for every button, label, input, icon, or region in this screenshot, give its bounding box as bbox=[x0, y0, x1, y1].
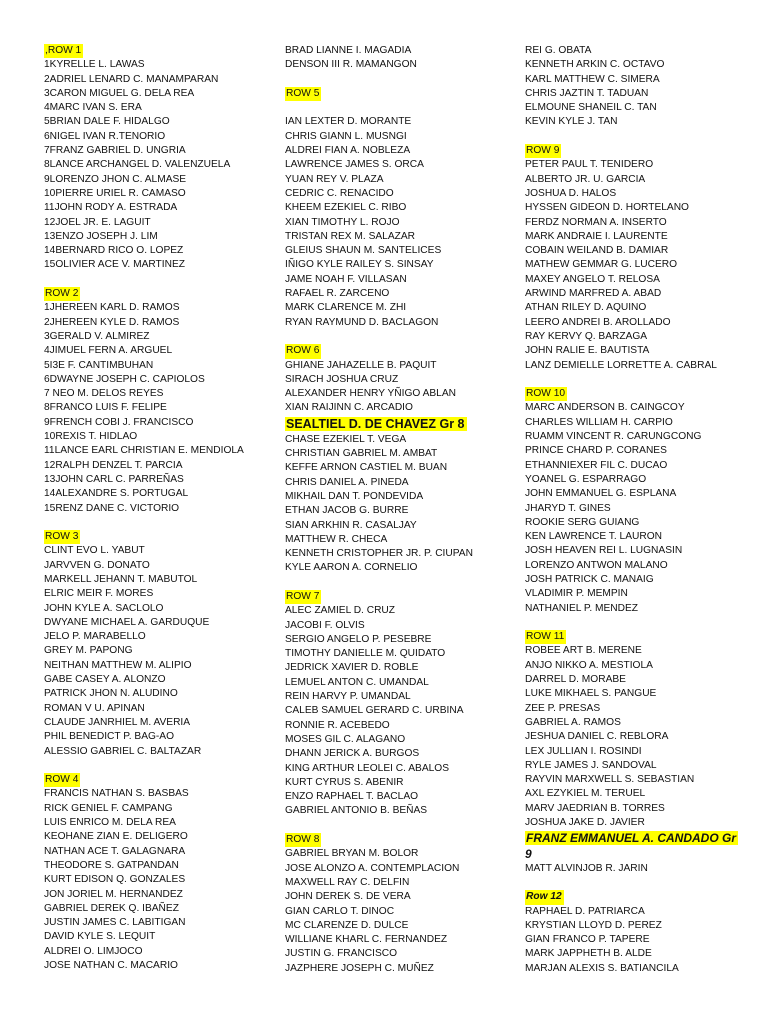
student-name: 12RALPH DENZEL T. PARCIA bbox=[44, 459, 183, 471]
student-name: CHRIS GIANN L. MUSNGI bbox=[285, 130, 407, 142]
column-3 bbox=[525, 44, 757, 976]
student-name: JUSTIN G. FRANCISCO bbox=[285, 948, 398, 960]
student-name: MATTHEW R. CHECA bbox=[285, 533, 388, 545]
student-name: LORENZO ANTWON MALANO bbox=[525, 559, 668, 571]
row-header: ROW 4 bbox=[44, 773, 80, 787]
student-name: JOHN RALIE E. BAUTISTA bbox=[525, 345, 650, 357]
student-name: GLEIUS SHAUN M. SANTELICES bbox=[285, 245, 442, 257]
student-name: 13ENZO JOSEPH J. LIM bbox=[44, 230, 158, 242]
student-name: CLAUDE JANRHIEL M. AVERIA bbox=[44, 716, 191, 728]
student-name: ELMOUNE SHANEIL C. TAN bbox=[525, 102, 657, 114]
row-spacer bbox=[525, 876, 757, 890]
student-name: MARK CLARENCE M. ZHI bbox=[285, 302, 407, 314]
student-name: 1JHEREEN KARL D. RAMOS bbox=[44, 302, 180, 314]
student-name: COBAIN WEILAND B. DAMIAR bbox=[525, 245, 669, 257]
student-name: RAY KERVY Q. BARZAGA bbox=[525, 330, 648, 342]
student-name: 4JIMUEL FERN A. ARGUEL bbox=[44, 345, 173, 357]
student-name: RAFAEL R. ZARCENO bbox=[285, 288, 390, 300]
student-name: JOSHUA D. HALOS bbox=[525, 187, 617, 199]
student-name: ALEC ZAMIEL D. CRUZ bbox=[285, 605, 396, 617]
student-name: HYSSEN GIDEON D. HORTELANO bbox=[525, 202, 689, 214]
row-header-line bbox=[44, 44, 276, 58]
column-2 bbox=[285, 44, 517, 976]
student-name: XIAN RAIJINN C. ARCADIO bbox=[285, 402, 413, 414]
row-spacer bbox=[44, 759, 276, 773]
student-name: KARL MATTHEW C. SIMERA bbox=[525, 73, 660, 85]
student-name: KENNETH ARKIN C. OCTAVO bbox=[525, 59, 665, 71]
student-name: PATRICK JHON N. ALUDINO bbox=[44, 688, 178, 700]
student-name: SERGIO ANGELO P. PESEBRE bbox=[285, 633, 432, 645]
student-name: LAWRENCE JAMES S. ORCA bbox=[285, 159, 424, 171]
student-name: YUAN REY V. PLAZA bbox=[285, 173, 384, 185]
student-name: 6DWAYNE JOSEPH C. CAPIOLOS bbox=[44, 373, 205, 385]
student-name: NATHAN ACE T. GALAGNARA bbox=[44, 845, 186, 857]
student-name: MAXWELL RAY C. DELFIN bbox=[285, 876, 410, 888]
student-name: LANZ DEMIELLE LORRETTE A. CABRAL bbox=[525, 359, 717, 371]
student-name: JARVVEN G. DONATO bbox=[44, 559, 150, 571]
student-name: KRYSTIAN LLOYD D. PEREZ bbox=[525, 919, 662, 931]
student-name: CHASE EZEKIEL T. VEGA bbox=[285, 433, 407, 445]
row-spacer bbox=[525, 616, 757, 630]
student-name: 4MARC IVAN S. ERA bbox=[44, 102, 142, 114]
student-name: MARK ANDRAIE I. LAURENTE bbox=[525, 230, 668, 242]
student-name: 11LANCE EARL CHRISTIAN E. MENDIOLA bbox=[44, 445, 244, 457]
student-name: KEFFE ARNON CASTIEL M. BUAN bbox=[285, 462, 448, 474]
student-name: 1KYRELLE L. LAWAS bbox=[44, 59, 145, 71]
student-name: CHARLES WILLIAM H. CARPIO bbox=[525, 416, 673, 428]
student-name: 2JHEREEN KYLE D. RAMOS bbox=[44, 316, 180, 328]
student-name: JHARYD T. GINES bbox=[525, 502, 611, 514]
student-name: KEOHANE ZIAN E. DELIGERO bbox=[44, 831, 188, 843]
student-name: 8LANCE ARCHANGEL D. VALENZUELA bbox=[44, 159, 231, 171]
student-name: 2ADRIEL LENARD C. MANAMPARAN bbox=[44, 73, 219, 85]
student-name: ENZO RAPHAEL T. BACLAO bbox=[285, 791, 419, 803]
student-name: THEODORE S. GATPANDAN bbox=[44, 859, 179, 871]
student-name: 3CARON MIGUEL G. DELA REA bbox=[44, 87, 195, 99]
student-name: TIMOTHY DANIELLE M. QUIDATO bbox=[285, 648, 446, 660]
student-name: ALEXANDER HENRY YÑIGO ABLAN bbox=[285, 388, 456, 400]
highlighted-student-line bbox=[525, 830, 757, 847]
student-name: MC CLARENZE D. DULCE bbox=[285, 919, 409, 931]
student-name: DENSON III R. MAMANGON bbox=[285, 59, 417, 71]
student-name: ARWIND MARFRED A. ABAD bbox=[525, 288, 662, 300]
row-header: ROW 5 bbox=[285, 87, 321, 101]
student-name: WILLIANE KHARL C. FERNANDEZ bbox=[285, 934, 448, 946]
student-name: TRISTAN REX M. SALAZAR bbox=[285, 230, 416, 242]
student-name: IAN LEXTER D. MORANTE bbox=[285, 116, 412, 128]
student-name: 14ALEXANDRE S. PORTUGAL bbox=[44, 488, 189, 500]
student-name: 10REXIS T. HIDLAO bbox=[44, 431, 138, 443]
row-spacer bbox=[285, 819, 517, 833]
student-name: SIRACH JOSHUA CRUZ bbox=[285, 373, 399, 385]
student-name: RYAN RAYMUND D. BACLAGON bbox=[285, 316, 439, 328]
column-1 bbox=[44, 44, 276, 973]
row-header-line bbox=[525, 387, 757, 401]
row-header: ROW 11 bbox=[525, 630, 566, 644]
row-spacer bbox=[525, 373, 757, 387]
row-header-line bbox=[285, 344, 517, 358]
student-name: ELRIC MEIR F. MORES bbox=[44, 588, 154, 600]
student-name: XIAN TIMOTHY L. ROJO bbox=[285, 216, 400, 228]
student-name: LUIS ENRICO M. DELA REA bbox=[44, 817, 176, 829]
student-name: PETER PAUL T. TENIDERO bbox=[525, 159, 654, 171]
student-name: 11JOHN RODY A. ESTRADA bbox=[44, 202, 178, 214]
student-name: SIAN ARKHIN R. CASALJAY bbox=[285, 519, 417, 531]
student-name: PRINCE CHARD P. CORANES bbox=[525, 445, 667, 457]
student-name: JOSE NATHAN C. MACARIO bbox=[44, 960, 178, 971]
student-name: KHEEM EZEKIEL C. RIBO bbox=[285, 202, 407, 214]
student-name: KURT CYRUS S. ABENIR bbox=[285, 776, 404, 788]
student-name: 9LORENZO JHON C. ALMASE bbox=[44, 173, 187, 185]
student-name: 7FRANZ GABRIEL D. UNGRIA bbox=[44, 145, 186, 157]
student-name: ROBEE ART B. MERENE bbox=[525, 645, 642, 657]
student-name: JOSE ALONZO A. CONTEMPLACION bbox=[285, 862, 460, 874]
row-header: ROW 6 bbox=[285, 344, 321, 358]
row-header-line bbox=[44, 287, 276, 301]
student-name: GIAN FRANCO P. TAPERE bbox=[525, 934, 650, 946]
student-name: 5I3E F. CANTIMBUHAN bbox=[44, 359, 154, 371]
student-name: FERDZ NORMAN A. INSERTO bbox=[525, 216, 667, 228]
student-name: REI G. OBATA bbox=[525, 45, 592, 56]
student-name: JACOBI F. OLVIS bbox=[285, 619, 365, 631]
student-name: 5BRIAN DALE F. HIDALGO bbox=[44, 116, 170, 128]
student-name: LEX JULLIAN I. ROSINDI bbox=[525, 745, 642, 757]
student-name: CEDRIC C. RENACIDO bbox=[285, 187, 394, 199]
row-spacer bbox=[525, 130, 757, 144]
row-header-line bbox=[285, 833, 517, 847]
row-spacer bbox=[44, 516, 276, 530]
row-header: Row 12 bbox=[525, 890, 564, 904]
highlighted-student: SEALTIEL D. DE CHAVEZ Gr 8 bbox=[286, 416, 465, 431]
row-header: ROW 2 bbox=[44, 287, 80, 301]
row-spacer bbox=[285, 330, 517, 344]
student-name: 13JOHN CARL C. PARREÑAS bbox=[44, 473, 184, 485]
row-header-line bbox=[525, 630, 757, 644]
student-name: GABRIEL BRYAN M. BOLOR bbox=[285, 848, 419, 860]
student-name: MIKHAIL DAN T. PONDEVIDA bbox=[285, 490, 424, 502]
student-name: 15RENZ DANE C. VICTORIO bbox=[44, 502, 180, 514]
student-name: KING ARTHUR LEOLEI C. ABALOS bbox=[285, 762, 449, 774]
student-name: ALESSIO GABRIEL C. BALTAZAR bbox=[44, 745, 202, 757]
row-header-line bbox=[44, 530, 276, 544]
student-name: ETHANNIEXER FIL C. DUCAO bbox=[525, 459, 668, 471]
student-name: ATHAN RILEY D. AQUINO bbox=[525, 302, 647, 314]
student-name: RYLE JAMES J. SANDOVAL bbox=[525, 759, 657, 771]
student-name: GABE CASEY A. ALONZO bbox=[44, 674, 166, 686]
student-name: CHRISTIAN GABRIEL M. AMBAT bbox=[285, 448, 438, 460]
student-name: ROOKIE SERG GUIANG bbox=[525, 516, 640, 528]
row-header: ROW 8 bbox=[285, 833, 321, 847]
student-name: MAXEY ANGELO T. RELOSA bbox=[525, 273, 660, 285]
student-name: JOHN KYLE A. SACLOLO bbox=[44, 602, 164, 614]
student-name: 14BERNARD RICO O. LOPEZ bbox=[44, 245, 184, 257]
student-name: JAME NOAH F. VILLASAN bbox=[285, 273, 407, 285]
student-name: MARV JAEDRIAN B. TORRES bbox=[525, 802, 665, 814]
student-name: IÑIGO KYLE RAILEY S. SINSAY bbox=[285, 259, 434, 271]
student-name: GIAN CARLO T. DINOC bbox=[285, 905, 395, 917]
student-name: KENNETH CRISTOPHER JR. P. CIUPAN bbox=[285, 548, 473, 560]
student-name: KYLE AARON A. CORNELIO bbox=[285, 562, 418, 574]
student-name: 12JOEL JR. E. LAGUIT bbox=[44, 216, 151, 228]
highlighted-student-continued: 9 bbox=[525, 847, 532, 862]
row-header-line bbox=[525, 890, 757, 904]
student-name bbox=[285, 101, 517, 115]
student-name: MARJAN ALEXIS S. BATIANCILA bbox=[525, 962, 679, 974]
student-name: DAVID KYLE S. LEQUIT bbox=[44, 931, 156, 943]
student-name: ALBERTO JR. U. GARCIA bbox=[525, 173, 646, 185]
student-name: JAZPHERE JOSEPH C. MUÑEZ bbox=[285, 962, 434, 974]
student-name: 8FRANCO LUIS F. FELIPE bbox=[44, 402, 167, 414]
row-spacer bbox=[285, 576, 517, 590]
student-name: 6NIGEL IVAN R.TENORIO bbox=[44, 130, 166, 142]
student-name: RUAMM VINCENT R. CARUNGCONG bbox=[525, 431, 702, 443]
student-name: NEITHAN MATTHEW M. ALIPIO bbox=[44, 659, 192, 671]
row-header-line bbox=[285, 590, 517, 604]
student-name: ALDREI O. LIMJOCO bbox=[44, 945, 143, 957]
student-name: NATHANIEL P. MENDEZ bbox=[525, 602, 639, 614]
student-name: YOANEL G. ESPARRAGO bbox=[525, 473, 647, 485]
student-name: 9FRENCH COBI J. FRANCISCO bbox=[44, 416, 194, 428]
student-name: MATT ALVINJOB R. JARIN bbox=[525, 862, 648, 874]
student-name: CHRIS DANIEL A. PINEDA bbox=[285, 476, 409, 488]
student-name: MARK JAPPHETH B. ALDE bbox=[525, 948, 652, 960]
student-name: LUKE MIKHAEL S. PANGUE bbox=[525, 688, 657, 700]
student-name: DWYANE MICHAEL A. GARDUQUE bbox=[44, 616, 210, 628]
row-header-line bbox=[285, 87, 517, 101]
student-name: JON JORIEL M. HERNANDEZ bbox=[44, 888, 183, 900]
student-name: RAPHAEL D. PATRIARCA bbox=[525, 905, 645, 917]
student-name: JOSHUA JAKE D. JAVIER bbox=[525, 817, 645, 829]
student-name: JESHUA DANIEL C. REBLORA bbox=[525, 731, 669, 743]
student-name: CALEB SAMUEL GERARD C. URBINA bbox=[285, 705, 464, 717]
student-name: ETHAN JACOB G. BURRE bbox=[285, 505, 409, 517]
student-name: VLADIMIR P. MEMPIN bbox=[525, 588, 628, 600]
student-name: LEMUEL ANTON C. UMANDAL bbox=[285, 676, 429, 688]
student-name: MOSES GIL C. ALAGANO bbox=[285, 733, 406, 745]
student-name: 3GERALD V. ALMIREZ bbox=[44, 330, 150, 342]
student-name: DARREL D. MORABE bbox=[525, 674, 626, 686]
student-name: REIN HARVY P. UMANDAL bbox=[285, 691, 411, 703]
student-name: GABRIEL DEREK Q. IBAÑEZ bbox=[44, 902, 179, 914]
student-name: LEERO ANDREI B. AROLLADO bbox=[525, 316, 671, 328]
student-name: MATHEW GEMMAR G. LUCERO bbox=[525, 259, 678, 271]
row-header: ROW 10 bbox=[525, 387, 567, 401]
student-name: GABRIEL A. RAMOS bbox=[525, 716, 621, 728]
student-name: JELO P. MARABELLO bbox=[44, 631, 146, 643]
student-name: JUSTIN JAMES C. LABITIGAN bbox=[44, 917, 186, 929]
student-name: KEVIN KYLE J. TAN bbox=[525, 116, 618, 128]
student-name: JEDRICK XAVIER D. ROBLE bbox=[285, 662, 419, 674]
student-name: BRAD LIANNE I. MAGADIA bbox=[285, 45, 412, 56]
student-name: JOSH PATRICK C. MANAIG bbox=[525, 573, 654, 585]
student-name: JOHN EMMANUEL G. ESPLANA bbox=[525, 488, 677, 500]
student-name: GABRIEL ANTONIO B. BEÑAS bbox=[285, 805, 428, 817]
row-header: ROW 3 bbox=[44, 530, 80, 544]
student-name: GREY M. PAPONG bbox=[44, 645, 133, 657]
row-spacer bbox=[44, 273, 276, 287]
student-name: JOSH HEAVEN REI L. LUGNASIN bbox=[525, 545, 683, 557]
student-name: ANJO NIKKO A. MESTIOLA bbox=[525, 659, 653, 671]
student-name: RAYVIN MARXWELL S. SEBASTIAN bbox=[525, 774, 695, 786]
row-header-line bbox=[44, 773, 276, 787]
row-spacer bbox=[285, 73, 517, 87]
student-name: 10PIERRE URIEL R. CAMASO bbox=[44, 187, 186, 199]
row-header: ROW 7 bbox=[285, 590, 321, 604]
student-name: CLINT EVO L. YABUT bbox=[44, 545, 145, 557]
student-name: CHRIS JAZTIN T. TADUAN bbox=[525, 87, 649, 99]
student-name: RICK GENIEL F. CAMPANG bbox=[44, 802, 173, 814]
student-name: ROMAN V U. APINAN bbox=[44, 702, 145, 714]
highlighted-student-line bbox=[285, 416, 517, 433]
highlighted-student: FRANZ EMMANUEL A. CANDADO Gr bbox=[526, 831, 736, 846]
row-header: ,ROW 1 bbox=[44, 44, 83, 58]
student-name: 15OLIVIER ACE V. MARTINEZ bbox=[44, 259, 185, 271]
student-name: FRANCIS NATHAN S. BASBAS bbox=[44, 788, 189, 800]
student-name: GHIANE JAHAZELLE B. PAQUIT bbox=[285, 359, 437, 371]
student-name: RONNIE R. ACEBEDO bbox=[285, 719, 390, 731]
row-header-line bbox=[525, 144, 757, 158]
student-name: AXL EZYKIEL M. TERUEL bbox=[525, 788, 646, 800]
student-name: 7 NEO M. DELOS REYES bbox=[44, 388, 164, 400]
student-name: KEN LAWRENCE T. LAURON bbox=[525, 531, 662, 543]
student-name: MARKELL JEHANN T. MABUTOL bbox=[44, 573, 198, 585]
student-name: MARC ANDERSON B. CAINGCOY bbox=[525, 402, 685, 414]
student-name: ALDREI FIAN A. NOBLEZA bbox=[285, 145, 411, 157]
student-name: JOHN DEREK S. DE VERA bbox=[285, 891, 411, 903]
student-name: DHANN JERICK A. BURGOS bbox=[285, 748, 420, 760]
student-name: ZEE P. PRESAS bbox=[525, 702, 601, 714]
student-name: KURT EDISON Q. GONZALES bbox=[44, 874, 186, 886]
student-name: PHIL BENEDICT P. BAG-AO bbox=[44, 731, 175, 743]
row-header: ROW 9 bbox=[525, 144, 561, 158]
